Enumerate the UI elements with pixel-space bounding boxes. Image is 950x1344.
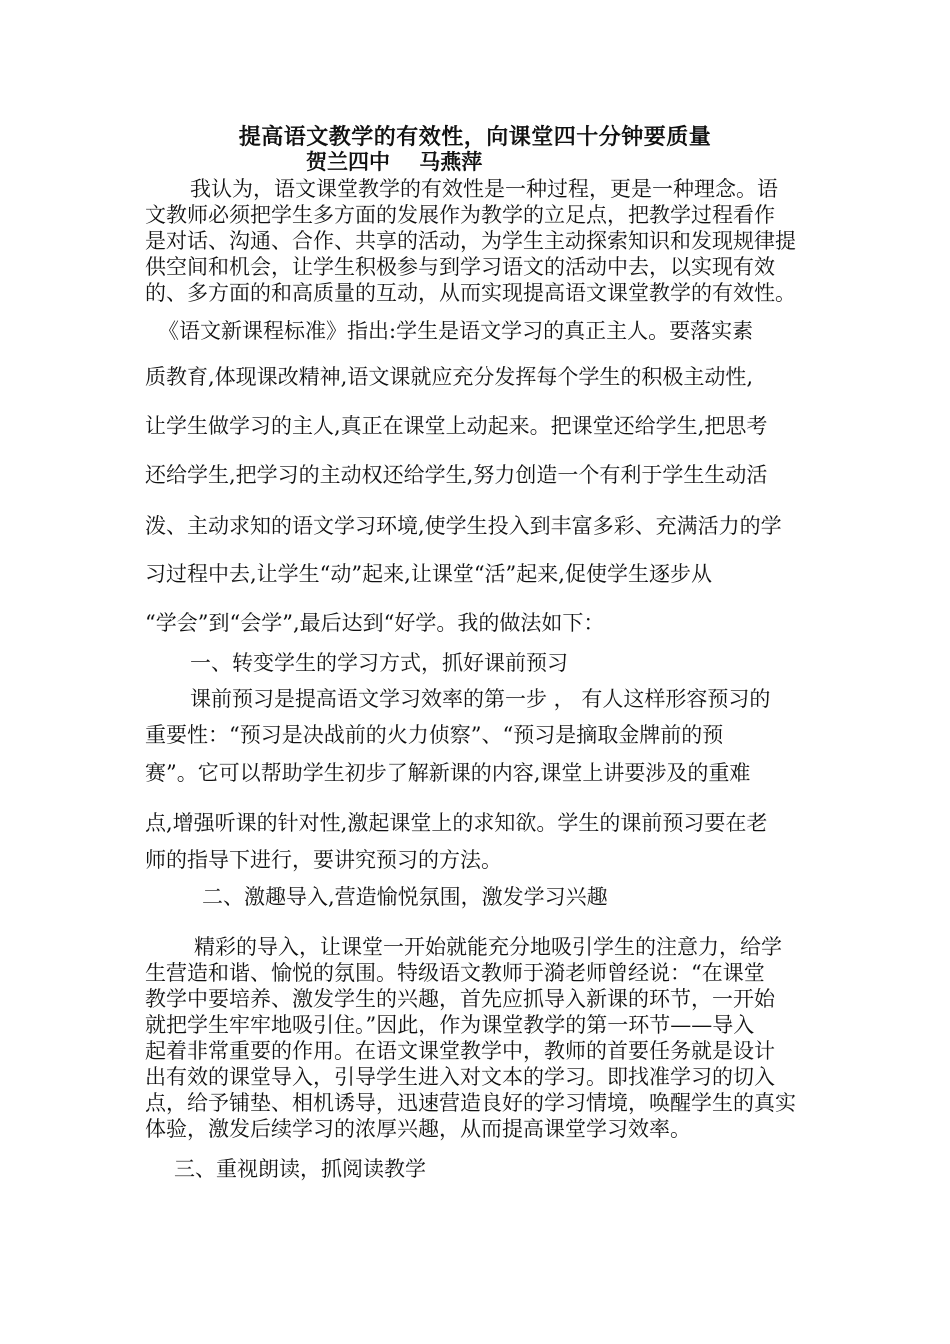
text-line: 泼、主动求知的语文学习环境,使学生投入到丰富多彩、充满活力的学 bbox=[145, 514, 782, 538]
text-line: 文教师必须把学生多方面的发展作为教学的立足点，把教学过程看作 bbox=[145, 203, 775, 227]
document-title: 提高语文教学的有效性，向课堂四十分钟要质量 bbox=[238, 124, 712, 150]
text-line: 赛”。它可以帮助学生初步了解新课的内容,课堂上讲要涉及的重难 bbox=[145, 761, 751, 785]
text-line: 质教育,体现课改精神,语文课就应充分发挥每个学生的积极主动性, bbox=[145, 365, 754, 389]
text-line: 课前预习是提高语文学习效率的第一步 ， 有人这样形容预习的 bbox=[190, 687, 771, 711]
text-line: 师的指导下进行，要讲究预习的方法。 bbox=[145, 848, 502, 872]
text-line: 我认为，语文课堂教学的有效性是一种过程，更是一种理念。语 bbox=[190, 177, 778, 201]
section-heading: 二、激趣导入,营造愉悦氛围，激发学习兴趣 bbox=[202, 885, 608, 909]
text-line: 习过程中去,让学生“动”起来,让课堂“活”起来,促使学生逐步从 bbox=[145, 562, 712, 586]
text-line: 精彩的导入，让课堂一开始就能充分地吸引学生的注意力，给学 bbox=[194, 935, 782, 959]
text-line: 点，给予铺垫、相机诱导，迅速营造良好的学习情境，唤醒学生的真实 bbox=[145, 1091, 796, 1115]
text-line: 起着非常重要的作用。在语文课堂教学中，教师的首要任务就是设计 bbox=[145, 1039, 775, 1063]
text-line: 还给学生,把学习的主动权还给学生,努力创造一个有利于学生生动活 bbox=[145, 463, 768, 487]
text-line: 就把学生牢牢地吸引住。”因此，作为课堂教学的第一环节——导入 bbox=[145, 1013, 755, 1037]
text-line: 教学中要培养、激发学生的兴趣，首先应抓导入新课的环节，一开始 bbox=[145, 987, 775, 1011]
text-line: 点,增强听课的针对性,激起课堂上的求知欲。学生的课前预习要在老 bbox=[145, 811, 768, 835]
text-line: 《语文新课程标准》指出:学生是语文学习的真正主人。要落实素 bbox=[158, 319, 754, 343]
text-line: 出有效的课堂导入，引导学生进入对文本的学习。即找准学习的切入 bbox=[145, 1065, 775, 1089]
text-line: 生营造和谐、愉悦的氛围。特级语文教师于漪老师曾经说：“在课堂 bbox=[145, 961, 765, 985]
text-line: 体验，激发后续学习的浓厚兴趣，从而提高课堂学习效率。 bbox=[145, 1117, 691, 1141]
text-line: 是对话、沟通、合作、共享的活动，为学生主动探索知识和发现规律提 bbox=[145, 229, 796, 253]
document-author: 贺兰四中 马燕萍 bbox=[306, 149, 483, 174]
text-line: “学会”到“会学”,最后达到“好学。我的做法如下： bbox=[145, 611, 605, 635]
section-heading: 三、重视朗读，抓阅读教学 bbox=[174, 1157, 426, 1181]
text-line: 供空间和机会，让学生积极参与到学习语文的活动中去，以实现有效 bbox=[145, 255, 775, 279]
text-line: 重要性：“预习是决战前的火力侦察”、“预习是摘取金牌前的预 bbox=[145, 723, 724, 747]
text-line: 让学生做学习的主人,真正在课堂上动起来。把课堂还给学生,把思考 bbox=[145, 414, 768, 438]
section-heading: 一、转变学生的学习方式，抓好课前预习 bbox=[190, 651, 568, 675]
text-line: 的、多方面的和高质量的互动，从而实现提高语文课堂教学的有效性。 bbox=[145, 281, 796, 305]
